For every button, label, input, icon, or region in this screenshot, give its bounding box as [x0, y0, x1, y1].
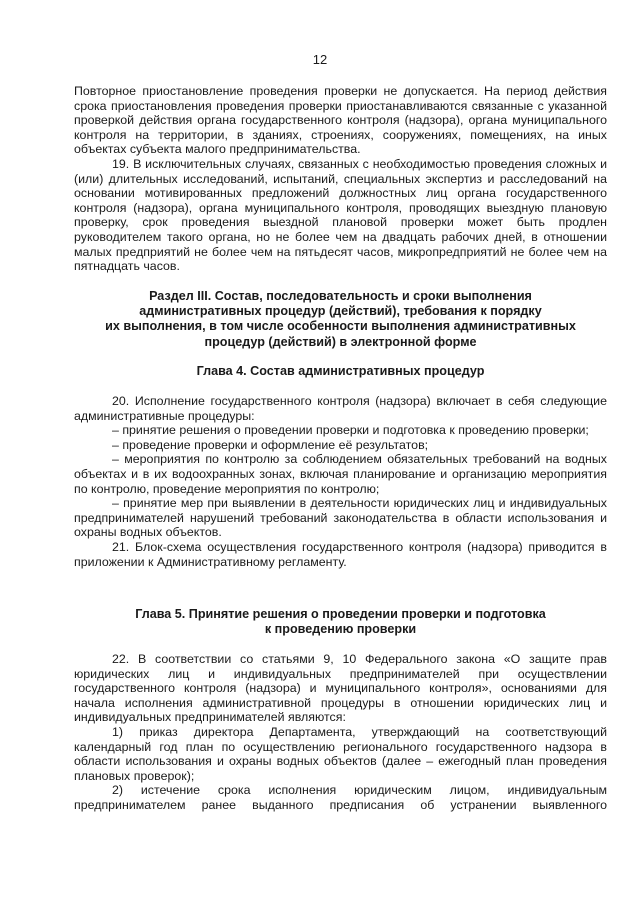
section-3-heading-line2: административных процедур (действий), требования к порядку [139, 304, 542, 319]
section-3-heading-line3: их выполнения, в том числе особенности выполнения административных [105, 319, 576, 334]
chapter-5-title-line2: к проведению проверки [264, 622, 417, 637]
chapter-4-body [74, 394, 607, 569]
page-number: 12 [312, 52, 328, 67]
chapter-5-body [74, 652, 607, 813]
chapter-4-title: Глава 4. Состав административных процедур [196, 364, 485, 378]
paragraph-20: 20. Исполнение государственного контроля (надзора) включает в себя следующие административные процедуры: [74, 394, 607, 423]
chapter-5-heading [74, 607, 607, 637]
paragraph-21: 21. Блок-схема осуществления государственного контроля (надзора) приводится в приложении к Административному регламенту. [74, 539, 607, 569]
paragraph-suspension: Повторное приостановление проведения проверки не допускается. На период действия срока приостановления проведения проверки приостанавливаются связанные с указанной проверкой действия органа государственного контроля (надзора), органа муниципального контроля на территории, в зданиях, строениях, сооружениях, помещениях, на иных объектах субъекта малого предпринимательства. [74, 84, 607, 157]
chapter-4-heading [74, 364, 607, 379]
section-3-heading-line4: процедур (действий) в электронной форме [204, 334, 477, 349]
chapter-5-title-line1: Глава 5. Принятие решения о проведении проверки и подготовка [135, 607, 546, 621]
subitem-1: 1) приказ директора Департамента, утверждающий на соответствующий календарный год план по осуществлению регионального государственного надзора в области использования и охраны водных объектов (далее – ежегодный план проведения плановых проверок); [74, 724, 607, 783]
list-item-2: – проведение проверки и оформление её результатов; [112, 437, 429, 452]
list-item-4: – принятие мер при выявлении в деятельности юридических лиц и индивидуальных предпринимателей нарушений требований законодательства в области использования и охраны водных объектов. [74, 496, 607, 540]
section-3-heading [74, 289, 607, 350]
paragraph-19: 19. В исключительных случаях, связанных с необходимостью проведения сложных и (или) длительных исследований, испытаний, специальных экспертиз и расследований на основании мотивированных предложений должностных лиц органа государственного контроля (надзора), органа муниципального контроля, проводящих выездную плановую проверку, срок проведения выездной плановой проверки может быть продлен руководителем такого органа, но не более чем на двадцать рабочих дней, в отношении малых предприятий не более чем на пятьдесят часов, микропредприятий не более чем на пятнадцать часов. [74, 156, 607, 274]
section-3-heading-line1: Раздел III. Состав, последовательность и сроки выполнения [149, 289, 532, 303]
subitem-2: 2) истечение срока исполнения юридическим лицом, индивидуальным предпринимателем ранее выданного предписания об устранении выявленного [74, 783, 607, 812]
paragraph-22: 22. В соответствии со статьями 9, 10 Федерального закона «О защите прав юридических лиц и индивидуальных предпринимателей при осуществлении государственного контроля (надзора) и муниципального контроля», основаниями для начала исполнения административной процедуры в отношении юридических лиц и индивидуальных предпринимателей являются: [74, 652, 607, 725]
block-continuation [74, 84, 607, 274]
list-item-1: – принятие решения о проведении проверки и подготовка к проведению проверки; [112, 423, 589, 438]
list-item-3: – мероприятия по контролю за соблюдением обязательных требований на водных объектах и в их водоохранных зонах, включая планирование и организацию мероприятия по контролю, проведение мероприятия по контролю; [74, 452, 607, 496]
